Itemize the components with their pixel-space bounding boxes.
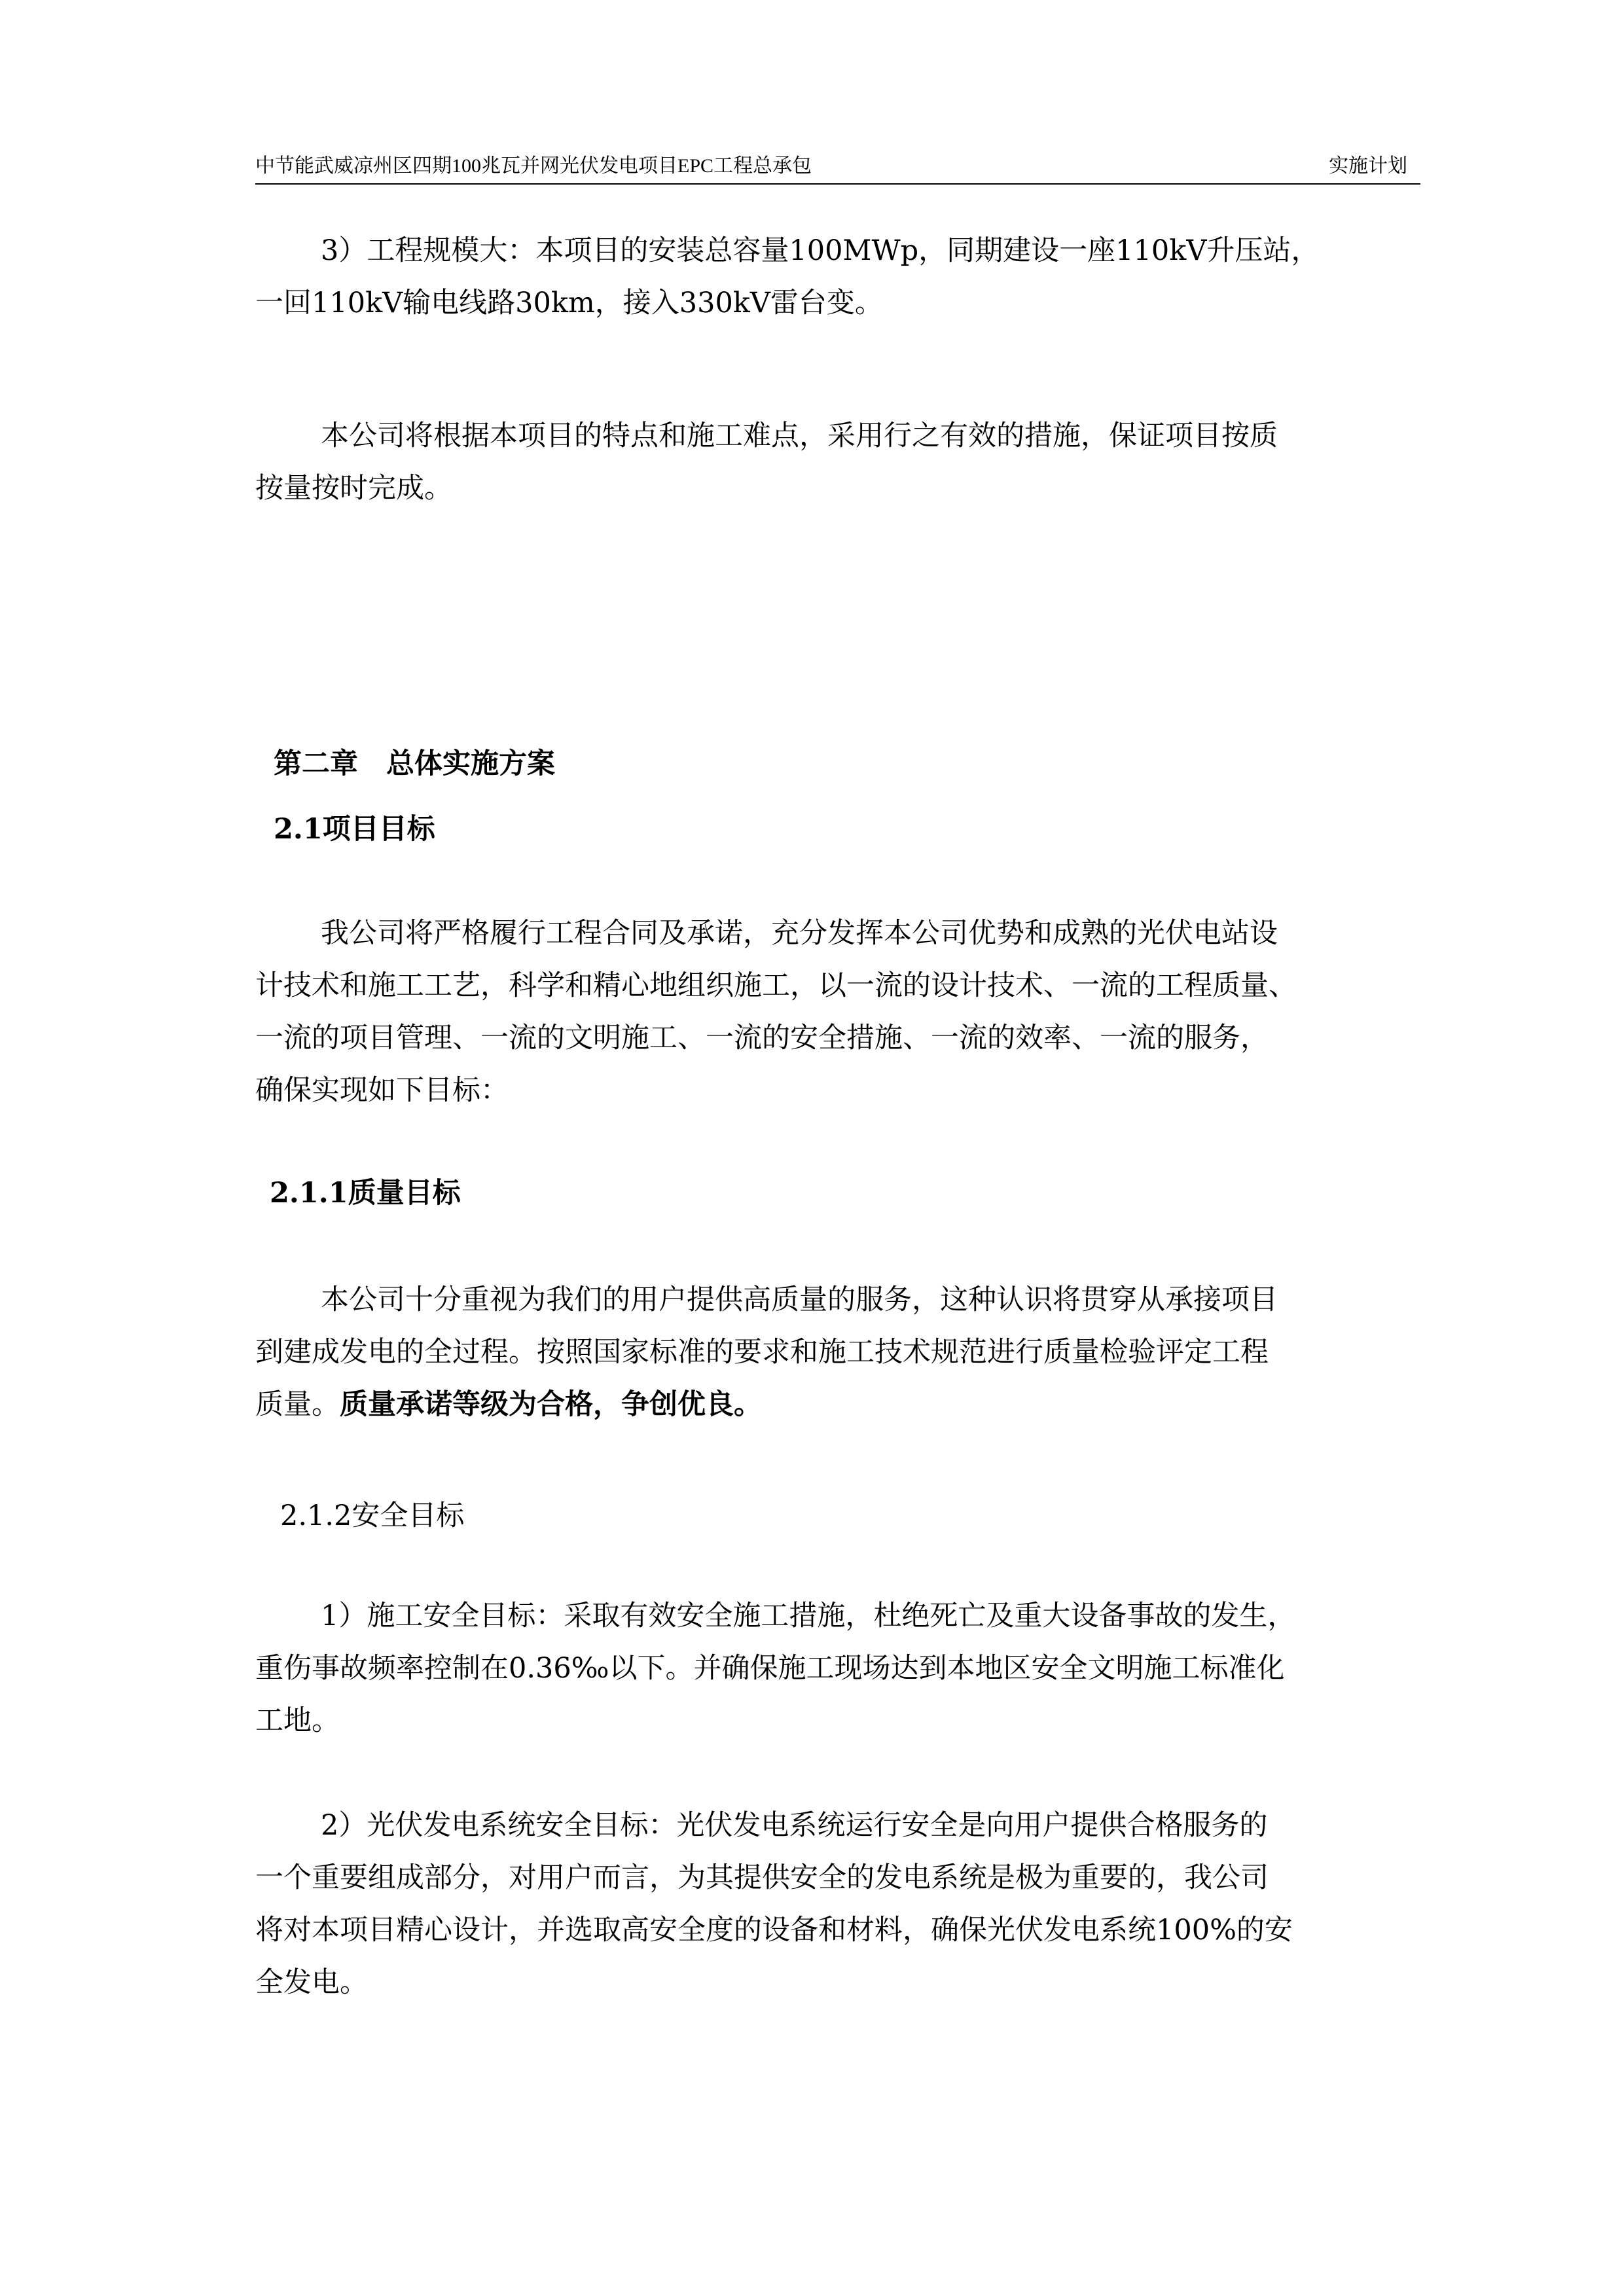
paragraph-line: 按量按时完成。: [255, 472, 452, 505]
paragraph-line: 重伤事故频率控制在0.36‰以下。并确保施工现场达到本地区安全文明施工标准化: [255, 1652, 1285, 1685]
section-heading-2-1: 2.1项目目标: [274, 813, 435, 846]
paragraph-line: 一个重要组成部分，对用户而言，为其提供安全的发电系统是极为重要的，我公司: [255, 1861, 1269, 1894]
paragraph-line: 2）光伏发电系统安全目标：光伏发电系统运行安全是向用户提供合格服务的: [321, 1809, 1268, 1842]
section-heading-2-1-1: 2.1.1质量目标: [270, 1177, 461, 1210]
paragraph-line: 工地。: [255, 1704, 340, 1737]
paragraph-line: 一回110kV输电线路30km，接入330kV雷台变。: [255, 287, 883, 319]
paragraph-quality-goal: [255, 1274, 1420, 1431]
paragraph-company-commitment: [255, 410, 1420, 514]
quality-text: 质量。: [255, 1388, 340, 1421]
header-divider: [255, 183, 1420, 185]
paragraph-line: 全发电。: [255, 1966, 368, 1999]
paragraph-line: [255, 1378, 1420, 1431]
paragraph-pv-system-safety: [255, 1799, 1420, 2009]
paragraph-line: 1）施工安全目标：采取有效安全施工措施，杜绝死亡及重大设备事故的发生，: [321, 1600, 1296, 1632]
paragraph-project-goal: [255, 907, 1420, 1117]
paragraph-line: 到建成发电的全过程。按照国家标准的要求和施工技术规范进行质量检验评定工程: [255, 1336, 1269, 1369]
paragraph-line: 本公司十分重视为我们的用户提供高质量的服务，这种认识将贯穿从承接项目: [321, 1283, 1278, 1316]
paragraph-line: 一流的项目管理、一流的文明施工、一流的安全措施、一流的效率、一流的服务，: [255, 1022, 1269, 1054]
section-heading-2-1-2: 2.1.2安全目标: [280, 1499, 465, 1532]
header-project-title: 中节能武威凉州区四期100兆瓦并网光伏发电项目EPC工程总承包: [255, 155, 812, 177]
header-section-name: 实施计划: [1329, 155, 1407, 177]
paragraph-line: 3）工程规模大：本项目的安装总容量100MWp，同期建设一座110kV升压站，: [321, 234, 1320, 267]
paragraph-line: 计技术和施工工艺，科学和精心地组织施工，以一流的设计技术、一流的工程质量、: [255, 969, 1297, 1002]
page-header: [255, 152, 1420, 181]
paragraph-line: 确保实现如下目标：: [255, 1074, 509, 1107]
quality-commitment-bold: 质量承诺等级为合格，争创优良。: [340, 1388, 762, 1421]
paragraph-line: 我公司将严格履行工程合同及承诺，充分发挥本公司优势和成熟的光伏电站设: [321, 917, 1278, 950]
paragraph-line: 将对本项目精心设计，并选取高安全度的设备和材料，确保光伏发电系统100%的安: [255, 1914, 1293, 1946]
paragraph-project-scale: [255, 224, 1420, 329]
chapter-title: 第二章 总体实施方案: [274, 747, 555, 780]
paragraph-line: 本公司将根据本项目的特点和施工难点，采用行之有效的措施，保证项目按质: [321, 420, 1278, 452]
paragraph-construction-safety: [255, 1590, 1420, 1747]
